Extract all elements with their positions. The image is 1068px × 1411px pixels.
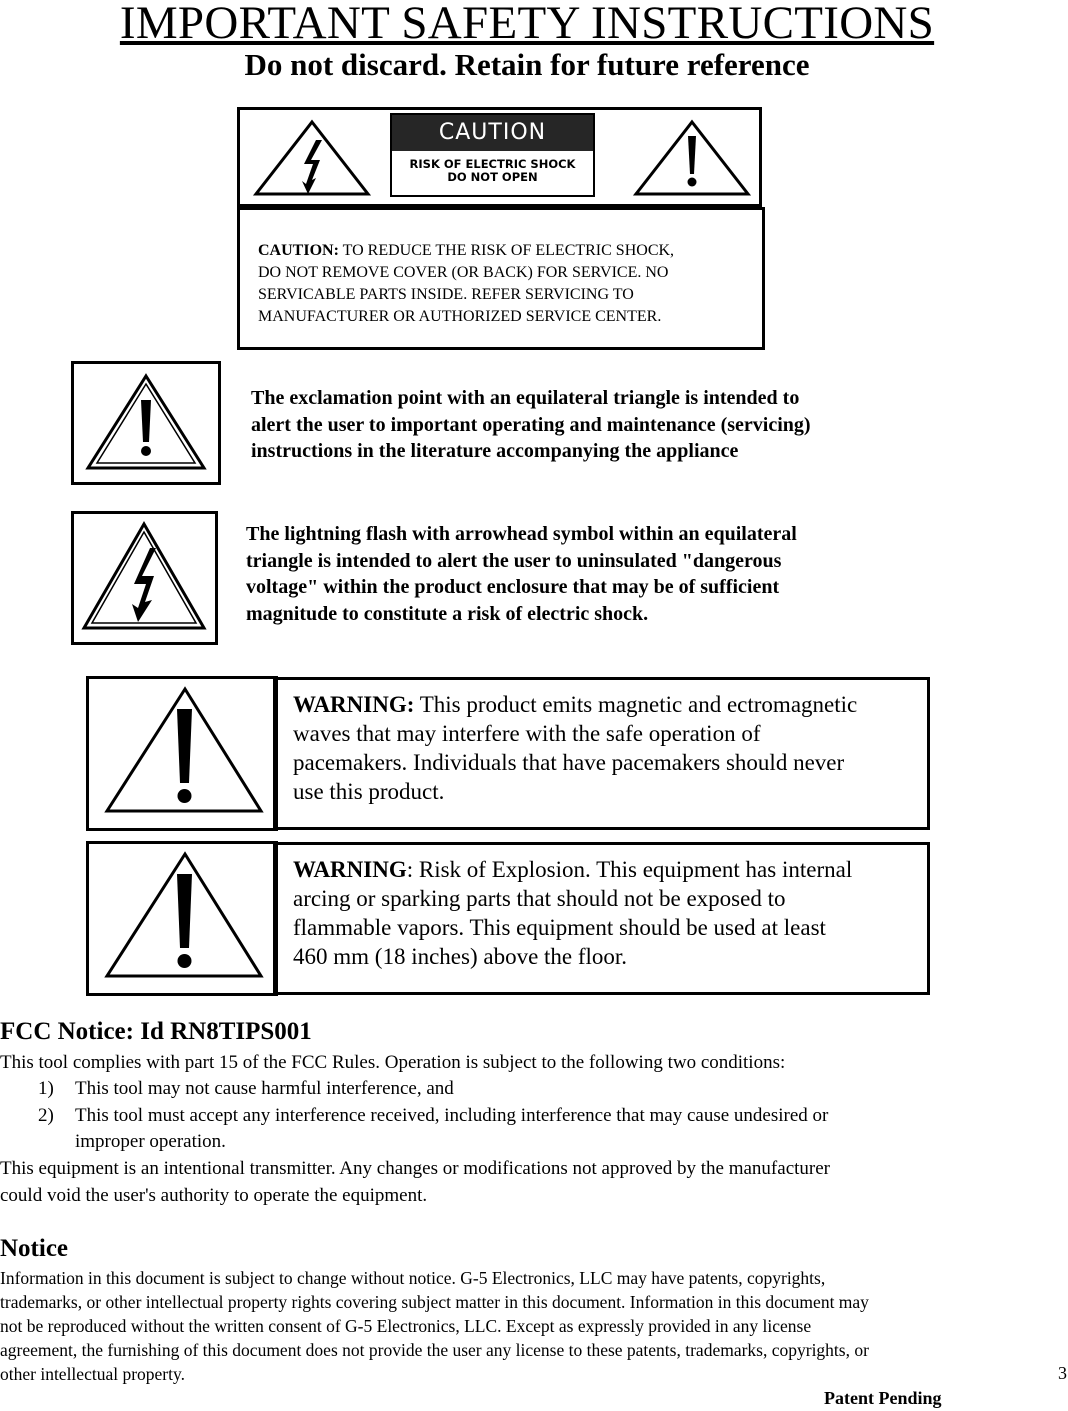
page-number: 3 [1058,1363,1067,1383]
page-title: IMPORTANT SAFETY INSTRUCTIONS [119,0,935,49]
caution-plate-line: RISK OF ELECTRIC SHOCK [409,157,576,171]
exclamation-warning-icon [632,118,752,198]
caution-label: CAUTION: [258,242,339,259]
statement-line: This equipment is an intentional transmitter. Any changes or modifications not approved by the manufacturer [0,1158,830,1179]
list-text: This tool may not cause harmful interference, and [75,1078,454,1099]
list-item [38,1103,1018,1155]
exclamation-symbol-description [251,385,941,465]
notice-line: other intellectual property. [0,1364,185,1384]
caution-line: SERVICABLE PARTS INSIDE. REFER SERVICING TO [258,286,634,303]
notice-paragraph [0,1266,1045,1386]
warning-explosion-box [273,842,930,995]
fcc-statement [0,1155,1040,1209]
list-number: 1) [38,1078,54,1099]
caution-plate-line: DO NOT OPEN [447,170,538,184]
warning-pacemaker-box [273,677,930,830]
notice-line: trademarks, or other intellectual property rights covering subject matter in this document. Information in this document may [0,1292,869,1312]
exclamation-triangle-icon [89,844,275,993]
warning-line: 460 mm (18 inches) above the floor. [293,944,628,969]
warning-line: use this product. [293,779,445,804]
caution-plate-heading: CAUTION [392,115,593,151]
statement-line: could void the user's authority to operate the equipment. [0,1185,428,1206]
warning-text: This product emits magnetic and ectromagnetic [414,692,858,717]
description-line: The exclamation point with an equilateral triangle is intended to [251,387,800,409]
description-line: triangle is intended to alert the user to uninsulated "dangerous [246,549,782,572]
warning-line: waves that may interfere with the safe operation of [293,721,761,746]
page-subtitle: Do not discard. Retain for future reference [244,47,810,82]
warning-line [293,690,917,719]
lightning-symbol-box [71,511,218,645]
list-text: improper operation. [75,1131,226,1152]
warning-line [293,855,917,884]
caution-line [258,240,762,262]
warning-line: pacemakers. Individuals that have pacemakers should never [293,750,845,775]
list-item [38,1076,454,1102]
caution-text: TO REDUCE THE RISK OF ELECTRIC SHOCK, [342,242,675,259]
caution-label-graphic [237,107,762,207]
notice-line: not be reproduced without the written consent of G-5 Electronics, LLC. Except as expressly provided in any license [0,1316,812,1336]
description-line: The lightning flash with arrowhead symbol within an equilateral [246,523,797,545]
description-line: instructions in the literature accompanying the appliance [251,440,739,462]
warning-label: WARNING [293,857,407,882]
warning-explosion-icon-box [86,841,278,996]
exclamation-triangle-icon [74,364,218,482]
lightning-symbol-description [246,521,936,627]
warning-line: flammable vapors. This equipment should be used at least [293,915,826,940]
caution-plate-text [392,151,593,184]
warning-pacemaker-icon-box [86,676,278,831]
lightning-triangle-icon [74,514,215,642]
list-number: 2) [38,1105,54,1126]
warning-text: : Risk of Explosion. This equipment has internal [406,857,853,882]
notice-heading: Notice [0,1235,69,1262]
exclamation-triangle-icon [89,679,275,828]
caution-plate [390,113,595,197]
lightning-warning-icon [252,118,372,198]
description-line: alert the user to important operating and maintenance (servicing) [251,413,811,436]
caution-line: MANUFACTURER OR AUTHORIZED SERVICE CENTER. [258,308,662,325]
description-line: voltage" within the product enclosure that may be of sufficient [246,576,780,598]
list-text: This tool must accept any interference received, including interference that may cause undesired or [75,1105,829,1126]
fcc-intro: This tool complies with part 15 of the FCC Rules. Operation is subject to the following two conditions: [0,1052,786,1073]
description-line: magnitude to constitute a risk of electric shock. [246,602,649,625]
caution-text-box [237,207,765,350]
notice-line: agreement, the furnishing of this document does not provide the user any license to these patents, trademarks, copyrights, or [0,1340,869,1360]
patent-pending: Patent Pending [824,1388,942,1408]
notice-line: Information in this document is subject to change without notice. G-5 Electronics, LLC may have patents, copyrights, [0,1268,826,1288]
caution-line: DO NOT REMOVE COVER (OR BACK) FOR SERVICE. NO [258,264,669,281]
warning-line: arcing or sparking parts that should not be exposed to [293,886,786,911]
exclamation-symbol-box [71,361,221,485]
warning-label: WARNING: [293,692,415,717]
fcc-heading: FCC Notice: Id RN8TIPS001 [0,1018,312,1045]
